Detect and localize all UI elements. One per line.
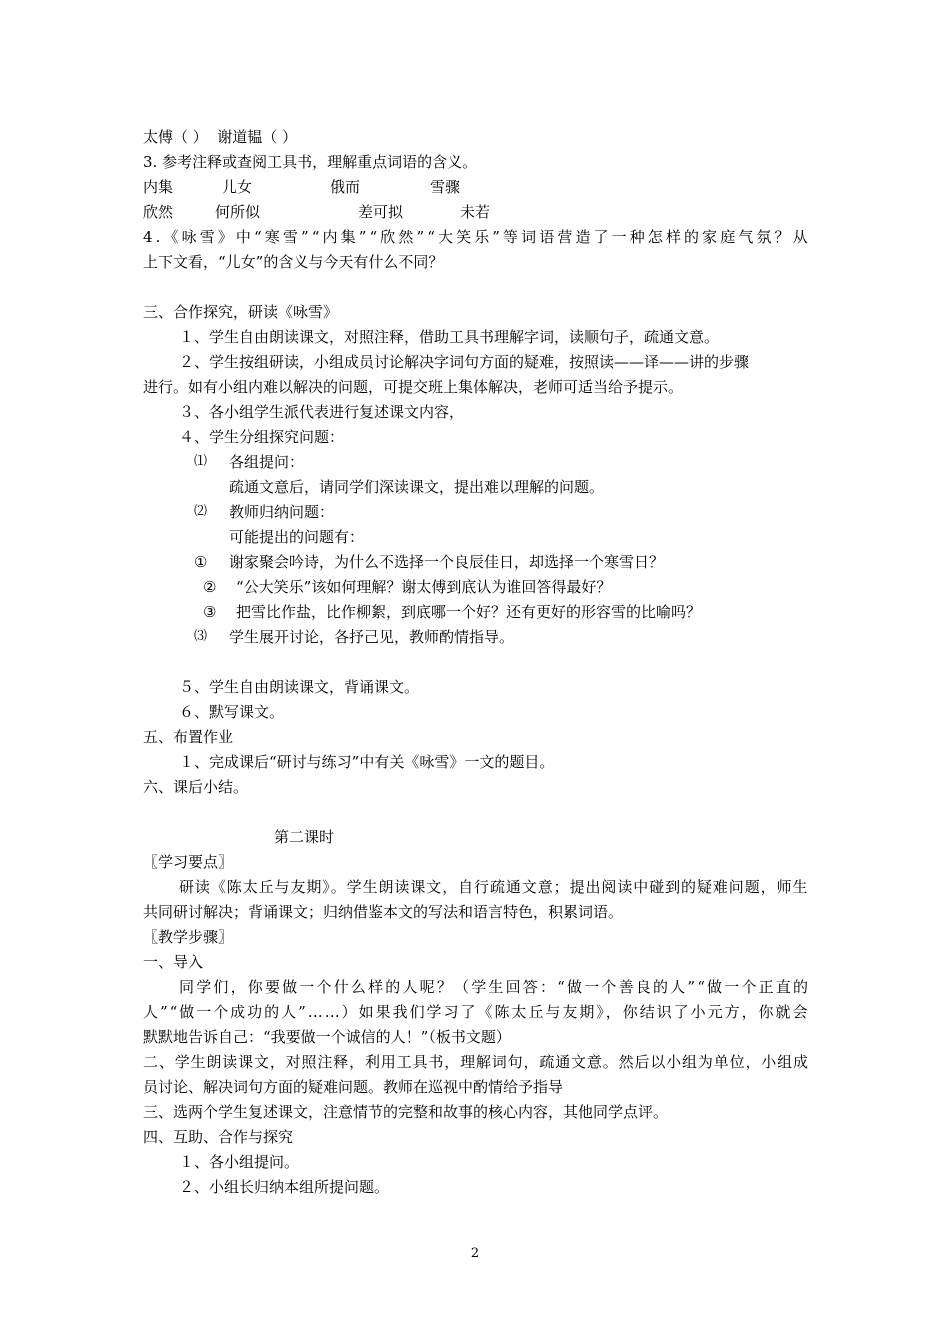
vocab-word: 俄而 (330, 178, 361, 196)
page-number: 2 (470, 1246, 480, 1261)
item-detail: 可能提出的问题有： (229, 528, 365, 546)
intro-line2: 人”“做一个成功的人”……）如果我们学习了《陈太丘与友期》，你结识了小元方，你就会 (143, 1003, 810, 1021)
task-3: 3. 参考注释或查阅工具书，理解重点词语的含义。 (143, 153, 478, 171)
item-number: ⑶ (194, 629, 208, 644)
task-4-line1: 4.《咏雪》中“寒雪”“内集”“欣然”“大笑乐”等词语营造了一种怎样的家庭气氛？从 (143, 228, 811, 246)
section-3-heading: 三、合作探究，研读《咏雪》 (143, 303, 339, 321)
steps-heading: 〖教学步骤〗 (143, 928, 234, 946)
step-3-2-line2: 进行。如有小组内难以解决的问题，可提交班上集体解决，老师可适当给予提示。 (143, 378, 684, 396)
item-detail: 疏通文意后，请同学们深读课文，提出难以理解的问题。 (229, 478, 605, 496)
step-5-1: １、完成课后“研讨与练习”中有关《咏雪》一文的题目。 (179, 753, 555, 771)
vocab-word: 雪骤 (430, 178, 461, 196)
vocab-word: 欣然 (143, 203, 174, 221)
question-number: ① (194, 553, 208, 571)
key-points-line2: 共同研讨解决；背诵课文；归纳借鉴本文的写法和语言特色，积累词语。 (143, 903, 624, 921)
step-3-6: ６、默写课文。 (179, 703, 285, 721)
step-2-line2: 员讨论、解决词句方面的疑难问题。教师在巡视中酌情给予指导 (143, 1078, 564, 1096)
step-4-2: ２、小组长归纳本组所提问题。 (179, 1178, 390, 1196)
step-3-3: ３、各小组学生派代表进行复述课文内容， (179, 403, 465, 421)
vocab-word: 未若 (460, 203, 491, 221)
step-3-5: ５、学生自由朗读课文，背诵课文。 (179, 678, 420, 696)
step-3-2-line1: ２、学生按组研读，小组成员讨论解决字词句方面的疑难，按照读——译——讲的步骤 (179, 353, 750, 371)
section-6-heading: 六、课后小结。 (143, 778, 249, 796)
intro-line3: 默默地告诉自己：“我要做一个诚信的人！”（板书文题） (143, 1028, 511, 1046)
section-5-heading: 五、布置作业 (143, 728, 234, 746)
item-number: ⑵ (194, 504, 208, 519)
question-text: “公大笑乐”该如何理解？谢太傅到底认为谁回答得最好？ (236, 578, 612, 596)
lesson-2-title: 第二课时 (274, 828, 335, 846)
question-text: 把雪比作盐，比作柳絮，到底哪一个好？还有更好的形容雪的比喻吗？ (236, 603, 702, 621)
vocab-word: 儿女 (222, 178, 253, 196)
step-1-heading: 一、导入 (143, 953, 204, 971)
step-3: 三、选两个学生复述课文，注意情节的完整和故事的核心内容，其他同学点评。 (143, 1103, 669, 1121)
item-text: 学生展开讨论，各抒己见，教师酌情指导。 (229, 628, 515, 646)
names-line: 太傅（ ） 谢道韫（ ） (143, 128, 298, 146)
vocab-word: 差可拟 (358, 203, 404, 221)
step-3-4: ４、学生分组探究问题： (179, 428, 345, 446)
step-4-1: １、各小组提问。 (179, 1153, 300, 1171)
question-text: 谢家聚会吟诗，为什么不选择一个良辰佳日，却选择一个寒雪日？ (229, 553, 665, 571)
key-points-heading: 〖学习要点〗 (143, 853, 234, 871)
task-4-line2: 上下文看，“儿女”的含义与今天有什么不同？ (143, 253, 444, 271)
vocab-word: 内集 (143, 178, 174, 196)
step-2-line1: 二、学生朗读课文，对照注释，利用工具书，理解词句，疏通文意。然后以小组为单位，小组成 (143, 1053, 809, 1071)
item-text: 各组提问： (229, 453, 305, 471)
question-number: ② (203, 578, 217, 596)
key-points-line1: 研读《陈太丘与友期》。学生朗读课文，自行疏通文意；提出阅读中碰到的疑难问题，师生 (179, 878, 809, 896)
vocab-word: 何所似 (215, 203, 261, 221)
step-4-heading: 四、互助、合作与探究 (143, 1128, 294, 1146)
step-3-1: １、学生自由朗读课文，对照注释，借助工具书理解字词，读顺句子，疏通文意。 (179, 328, 720, 346)
item-text: 教师归纳问题： (229, 503, 335, 521)
intro-line1: 同学们，你要做一个什么样的人呢？（学生回答：“做一个善良的人”“做一个正直的 (179, 978, 811, 996)
item-number: ⑴ (194, 454, 208, 469)
question-number: ③ (203, 603, 217, 621)
